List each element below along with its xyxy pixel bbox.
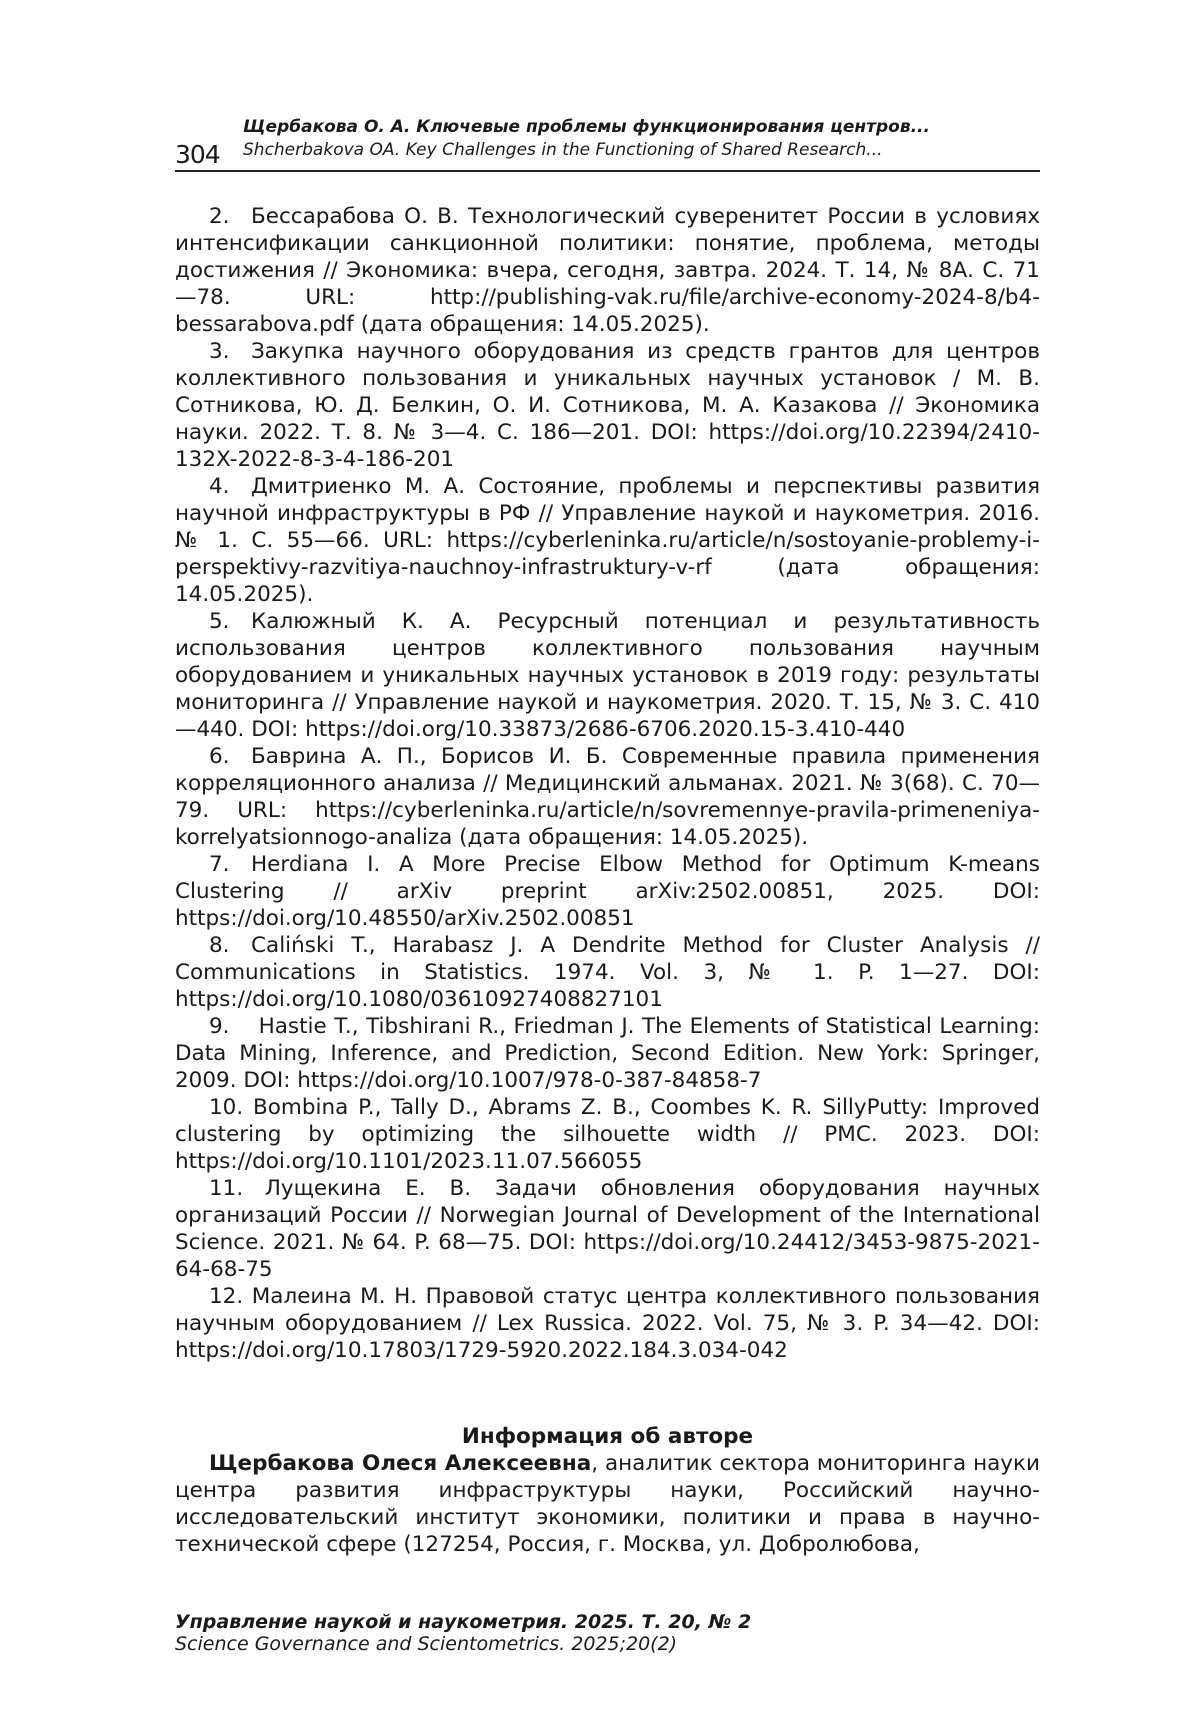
author-info — [175, 1423, 1040, 1558]
reference-list — [175, 203, 1040, 1364]
reference-item: 10. Bombina P., Tally D., Abrams Z. B., Coombes K. R. SillyPutty: Improved clustering by optimizing the silhouette width // PMC. 2023. DOI: https://doi.org/10.1101/2023.11.07.566055 — [175, 1095, 1040, 1174]
page-number: 304 — [175, 140, 220, 169]
reference-item: 9. Hastie T., Tibshirani R., Friedman J. The Elements of Statistical Learning: Data Mining, Inference, and Prediction, Second Edition. New York: Springer, 2009. DOI: https://doi.org/10.1007/978-0-387-84858-7 — [175, 1014, 1040, 1093]
reference-item: 2. Бессарабова О. В. Технологический суверенитет России в условиях интенсификации санкционной политики: понятие, проблема, методы достижения // Экономика: вчера, сегодня, завтра. 2024. Т. 14, № 8А. С. 71—78. URL: http://publishing-vak.ru/file/archive-economy-2024-8/b4-bessarabova.pdf (дата обращения: 14.05.2025). — [175, 204, 1040, 337]
reference-item: 11. Лущекина Е. В. Задачи обновления оборудования научных организаций России // Norwegian Journal of Development of the International Science. 2021. № 64. P. 68—75. DOI: https://doi.org/10.24412/3453-9875-2021-64-68-75 — [175, 1176, 1040, 1282]
running-footer — [175, 1611, 1040, 1655]
reference-item: 4. Дмитриенко М. А. Состояние, проблемы и перспективы развития научной инфраструктуры в РФ // Управление наукой и наукометрия. 2016. № 1. С. 55—66. URL: https://cyberleninka.ru/article/n/sostoyanie-problemy-i-perspektivy-razvitiya-nauchnoy-infrastruktury-v-rf (дата обращения: 14.05.2025). — [175, 474, 1040, 607]
footer-journal-ru: Управление наукой и наукометрия. 2025. Т. 20, № 2 — [175, 1611, 752, 1633]
reference-item: 6. Баврина А. П., Борисов И. Б. Современные правила применения корреляционного анализа // Медицинский альманах. 2021. № 3(68). С. 70—79. URL: https://cyberleninka.ru/article/n/sovremennye-pravila-primeneniya-korrelyatsionnogo-analiza (дата обращения: 14.05.2025). — [175, 744, 1040, 850]
reference-item: 5. Калюжный К. А. Ресурсный потенциал и результативность использования центров коллективного пользования научным оборудованием и уникальных научных установок в 2019 году: результаты мониторинга // Управление наукой и наукометрия. 2020. Т. 15, № 3. С. 410—440. DOI: https://doi.org/10.33873/2686-6706.2020.15-3.410-440 — [175, 609, 1040, 742]
reference-item: 3. Закупка научного оборудования из средств грантов для центров коллективного пользования и уникальных научных установок / М. В. Сотникова, Ю. Д. Белкин, О. И. Сотникова, М. А. Казакова // Экономика науки. 2022. Т. 8. № 3—4. С. 186—201. DOI: https://doi.org/10.22394/2410-132X-2022-8-3-4-186-201 — [175, 339, 1040, 472]
author-description: , аналитик сектора мониторинга науки центра развития инфраструктуры науки, Российский научно-исследовательский институт экономики, политики и права в научно-технической сфере (127254, Россия, г. Москва, ул. Добролюбова, — [175, 1451, 1040, 1557]
author-info-heading: Информация об авторе — [461, 1424, 754, 1449]
author-name: Щербакова Олеся Алексеевна — [209, 1451, 592, 1476]
reference-item: 8. Caliński T., Harabasz J. A Dendrite Method for Cluster Analysis // Communications in Statistics. 1974. Vol. 3, № 1. P. 1—27. DOI: https://doi.org/10.1080/03610927408827101 — [175, 933, 1040, 1012]
header-title-en: Shcherbakova OA. Key Challenges in the Functioning of Shared Research... — [243, 140, 883, 160]
header-title-ru: Щербакова О. А. Ключевые проблемы функционирования центров... — [243, 117, 930, 137]
reference-item: 7. Herdiana I. A More Precise Elbow Method for Optimum K-means Clustering // arXiv preprint arXiv:2502.00851, 2025. DOI: https://doi.org/10.48550/arXiv.2502.00851 — [175, 852, 1040, 931]
reference-item: 12. Малеина М. Н. Правовой статус центра коллективного пользования научным оборудованием // Lex Russica. 2022. Vol. 75, № 3. P. 34—42. DOI: https://doi.org/10.17803/1729-5920.2022.184.3.034-042 — [175, 1284, 1040, 1363]
footer-journal-en: Science Governance and Scientometrics. 2025;20(2) — [175, 1633, 678, 1655]
author-info-text — [175, 1450, 1040, 1558]
header-divider — [175, 170, 1040, 172]
